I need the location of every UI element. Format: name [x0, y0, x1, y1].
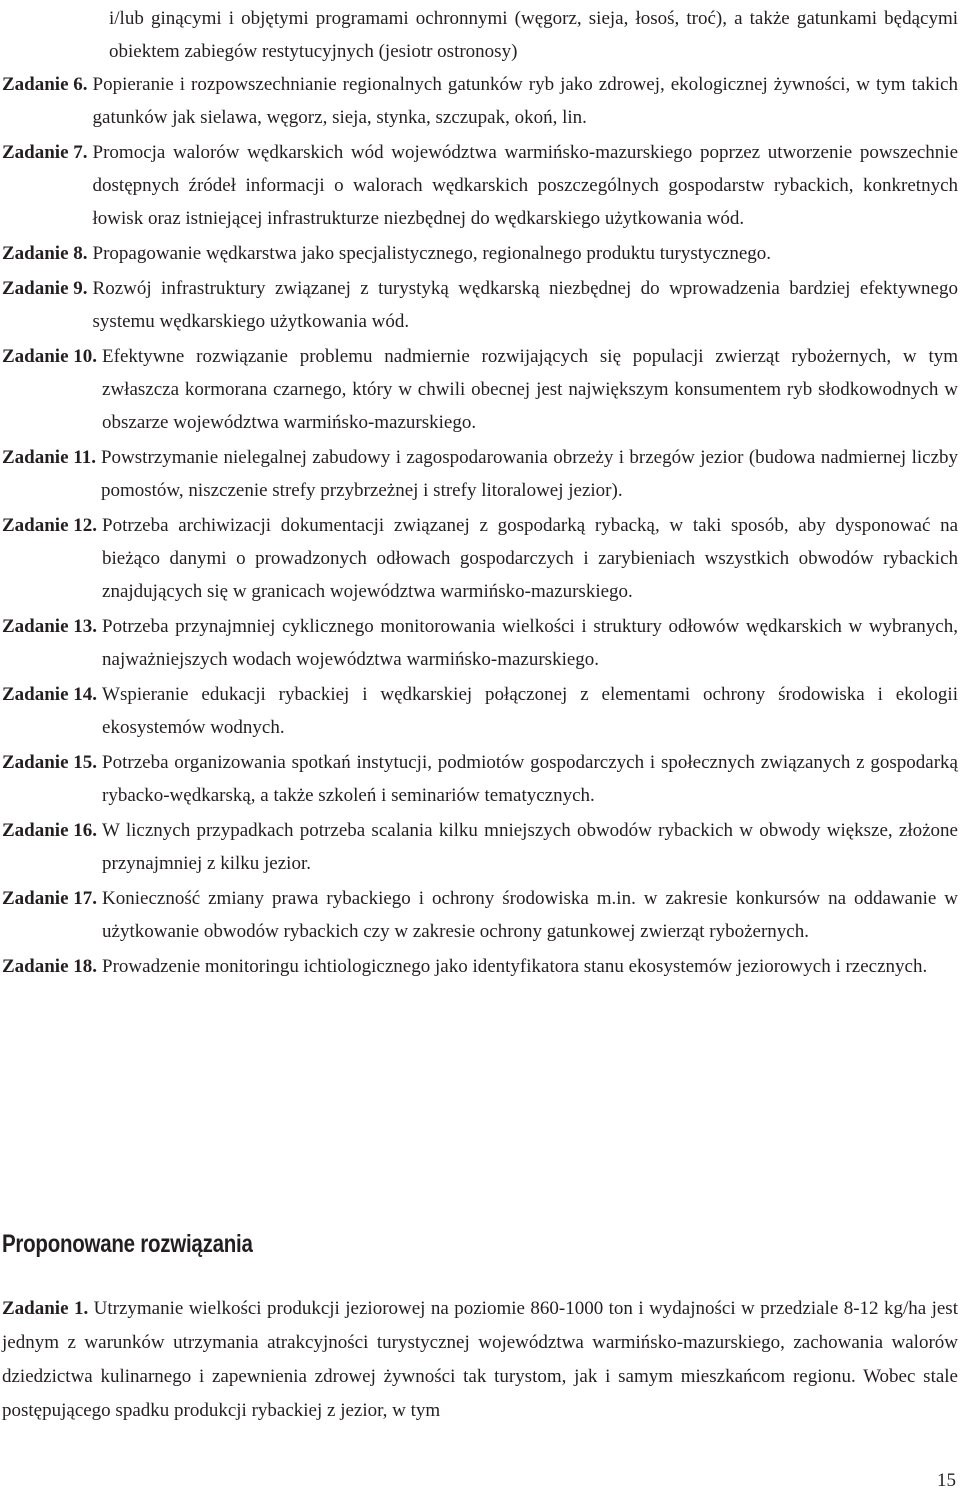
task-label: Zadanie 6. [2, 74, 88, 95]
task-label: Zadanie 15. [2, 752, 98, 773]
task-text: Konieczność zmiany prawa rybackiego i ochrony środowiska m.in. w zakresie konkursów na oddawanie w użytkowanie obwodów rybackich czy w zakresie ochrony gatunkowej zwierząt rybożernych. [102, 888, 958, 942]
task-item [2, 678, 958, 744]
task-text: Potrzeba archiwizacji dokumentacji związanej z gospodarką rybacką, w taki sposób, aby dysponować na bieżąco danymi o prowadzonych odłowach gospodarczych i zarybieniach wszystkich obwodów rybackich znajdujących się w granicach województwa warmińsko-mazurskiego. [102, 515, 958, 602]
task-text: W licznych przypadkach potrzeba scalania kilku mniejszych obwodów rybackich w obwody większe, złożone przynajmniej z kilku jezior. [102, 820, 958, 874]
task-label: Zadanie 8. [2, 243, 88, 264]
task-item [2, 68, 958, 134]
task-text: Wspieranie edukacji rybackiej i wędkarskiej połączonej z elementami ochrony środowiska i ekologii ekosystemów wodnych. [102, 684, 958, 738]
task-label: Zadanie 9. [2, 278, 88, 299]
task-item [2, 237, 958, 270]
task-text: Potrzeba przynajmniej cyklicznego monitorowania wielkości i struktury odłowów wędkarskich w wybranych, najważniejszych wodach województwa warmińsko-mazurskiego. [102, 616, 958, 670]
task-text: Rozwój infrastruktury związanej z turystyką wędkarską niezbędnej do wprowadzenia bardziej efektywnego systemu wędkarskiego użytkowania wód. [92, 278, 958, 332]
task-item [2, 136, 958, 235]
task-item [2, 814, 958, 880]
task-text: Powstrzymanie nielegalnej zabudowy i zagospodarowania obrzeży i brzegów jezior (budowa nadmiernej liczby pomostów, niszczenie strefy przybrzeżnej i strefy litoralowej jezior). [100, 447, 958, 501]
task-text: Potrzeba organizowania spotkań instytucji, podmiotów gospodarczych i społecznych związanych z gospodarką rybacko-wędkarską, a także szkoleń i seminariów tematycznych. [102, 752, 958, 806]
task-list [2, 0, 958, 983]
task-text: Efektywne rozwiązanie problemu nadmiernie rozwijających się populacji zwierząt rybożernych, w tym zwłaszcza kormorana czarnego, który w chwili obecnej jest największym konsumentem ryb słodkowodnych w obszarze województwa warmińsko-mazurskiego. [102, 346, 958, 433]
task-label: Zadanie 12. [2, 515, 98, 536]
proposal-paragraph [2, 1292, 958, 1428]
task-label: Zadanie 17. [2, 888, 98, 909]
task-text: Popieranie i rozpowszechnianie regionalnych gatunków ryb jako zdrowej, ekologicznej żywności, w tym takich gatunków jak sielawa, węgorz, sieja, stynka, szczupak, okoń, lin. [92, 74, 958, 128]
task-item [2, 882, 958, 948]
task-text: Prowadzenie monitoringu ichtiologicznego jako identyfikatora stanu ekosystemów jeziorowych i rzecznych. [102, 956, 928, 977]
task-label: Zadanie 14. [2, 684, 98, 705]
page-number: 15 [937, 1470, 956, 1491]
proposal-text: Utrzymanie wielkości produkcji jeziorowej na poziomie 860-1000 ton i wydajności w przedziale 8-12 kg/ha jest jednym z warunków utrzymania atrakcyjności turystycznej województwa warmińsko-mazurskiego, zachowania walorów dziedzictwa kulinarnego i zapewnienia zdrowej żywności tak turystom, jak i samym mieszkańcom regionu. Wobec stale postępującego spadku produkcji rybackiej z jezior, w tym [2, 1298, 958, 1421]
task-label: Zadanie 10. [2, 346, 98, 367]
task-text: Promocja walorów wędkarskich wód województwa warmińsko-mazurskiego poprzez utworzenie powszechnie dostępnych źródeł informacji o walorach wędkarskich poszczególnych gospodarstw rybackich, konkretnych łowisk oraz istniejącej infrastrukturze niezbędnej do wędkarskiego użytkowania wód. [92, 142, 958, 229]
task-label: Zadanie 13. [2, 616, 98, 637]
task-label: Zadanie 18. [2, 956, 98, 977]
task-label: Zadanie 7. [2, 142, 88, 163]
continuation-text: i/lub ginącymi i objętymi programami ochronnymi (węgorz, sieja, łosoś, troć), a także gatunkami będącymi obiektem zabiegów restytucyjnych (jesiotr ostronosy) [109, 8, 958, 62]
task-item [2, 340, 958, 439]
task-item [2, 610, 958, 676]
task-item [2, 509, 958, 608]
task-label: Zadanie 11. [2, 447, 96, 468]
task-item [2, 441, 958, 507]
task-item [2, 950, 958, 983]
task-label: Zadanie 16. [2, 820, 98, 841]
task-text: Propagowanie wędkarstwa jako specjalistycznego, regionalnego produktu turystycznego. [92, 243, 772, 264]
proposal-label: Zadanie 1. [2, 1298, 89, 1319]
task-item [2, 272, 958, 338]
section-heading: Proponowane rozwiązania [2, 1230, 253, 1258]
task-item [2, 746, 958, 812]
